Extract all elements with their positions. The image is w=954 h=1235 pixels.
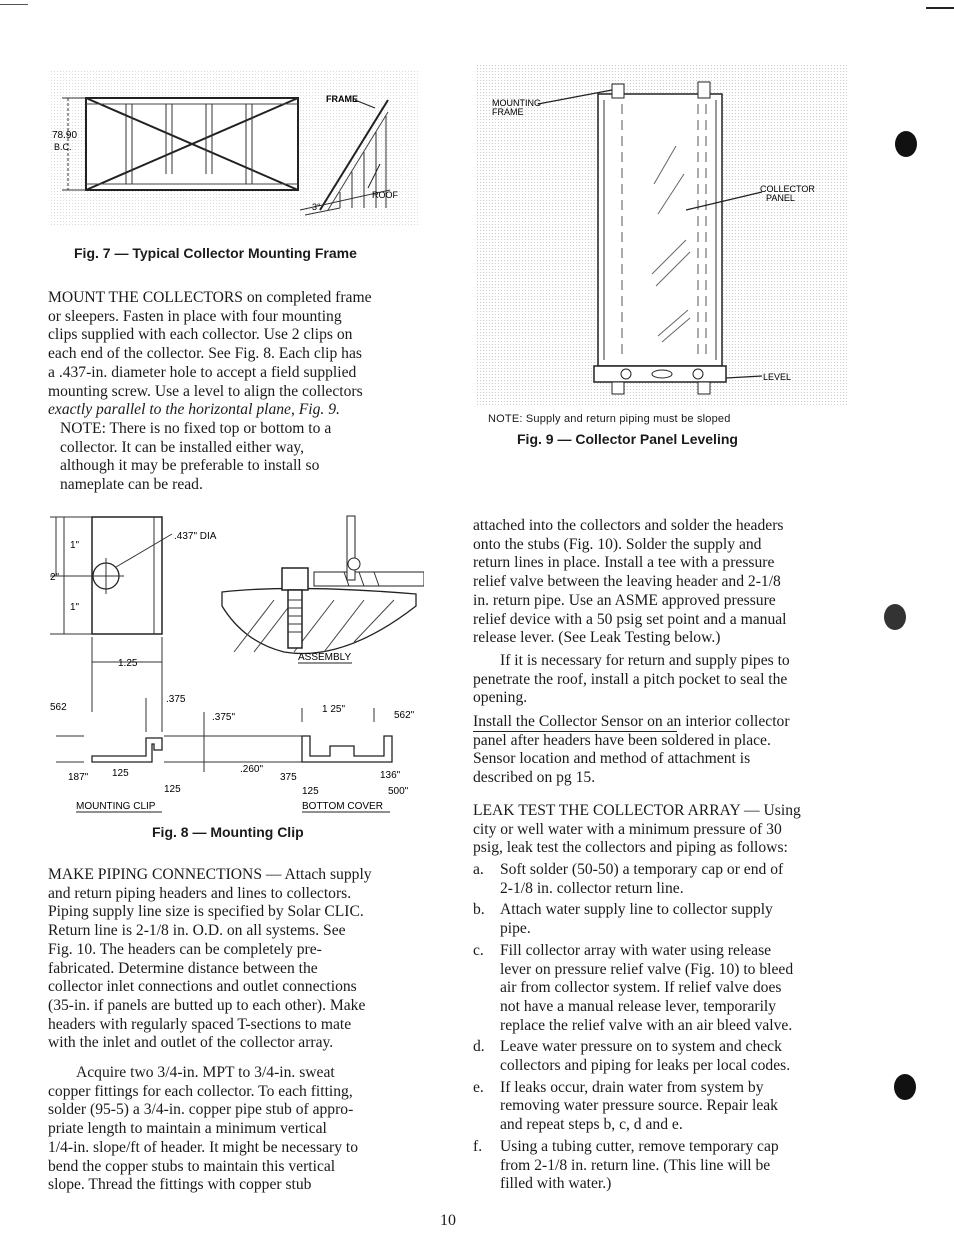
- fig9-caption: Fig. 9 — Collector Panel Leveling: [517, 431, 738, 447]
- ifnec-line: If it is necessary for return and supply pipes to: [500, 652, 790, 669]
- fig8-dim-2: 2": [50, 572, 60, 583]
- step-line: air from collector system. If relief valve does: [500, 979, 782, 997]
- fig8-bottom-cover-label: BOTTOM COVER: [302, 801, 383, 812]
- acquire-line: slope. Thread the fittings with copper stub: [48, 1176, 312, 1194]
- fig8-dim-500: 500": [388, 786, 409, 797]
- attached-line: attached into the collectors and solder the headers: [473, 517, 784, 534]
- acquire-line: copper fittings for each collector. To each fitting,: [48, 1082, 353, 1100]
- mount-line: clips supplied with each collector. Use 2 clips on: [48, 326, 353, 344]
- attached-line: relief device with a 50 psig set point and a manual: [473, 610, 787, 628]
- fig9-collector-label-2: PANEL: [766, 193, 795, 203]
- header-rule-left: [0, 4, 28, 5]
- step-label: d.: [473, 1038, 485, 1056]
- mount-line: a .437-in. diameter hole to accept a field supplied: [48, 363, 357, 381]
- step-line: filled with water.): [500, 1175, 612, 1193]
- step-e: [473, 1079, 850, 1135]
- step-line: replace the relief valve with an air bleed valve.: [500, 1016, 793, 1034]
- step-f: [473, 1138, 850, 1194]
- fig9-mounting-label-1: MOUNTING: [492, 98, 541, 108]
- fig8-dim-1a: 1": [70, 540, 80, 551]
- mount-line: MOUNT THE COLLECTORS on completed frame: [48, 289, 372, 306]
- note-line: NOTE: There is no fixed top or bottom to a: [60, 420, 332, 437]
- fig8-figure: [44, 512, 424, 817]
- step-label: c.: [473, 941, 484, 959]
- attached-line: in. return pipe. Use an ASME approved pressure: [473, 591, 776, 609]
- margin-dot-1: [895, 131, 917, 157]
- step-label: f.: [473, 1137, 483, 1155]
- step-line: Soft solder (50-50) a temporary cap or end of: [500, 861, 784, 878]
- step-line: Attach water supply line to collector supply: [500, 901, 773, 919]
- piping-line: Fig. 10. The headers can be completely pre-: [48, 940, 322, 958]
- fig9-note: NOTE: Supply and return piping must be sloped: [488, 413, 731, 425]
- fig8-dim-260: .260": [240, 764, 264, 775]
- ifnec-line: penetrate the roof, install a pitch pocket to seal the: [473, 670, 788, 688]
- note-line: collector. It can be installed either way,: [60, 438, 305, 456]
- fig8-dim-187: 187": [68, 772, 89, 783]
- step-label: a.: [473, 861, 484, 878]
- step-line: Leave water pressure on to system and check: [500, 1038, 782, 1056]
- fig8-dim-136: 136": [380, 770, 401, 781]
- fig8-dim-125: 1.25: [118, 658, 138, 669]
- fig9-figure: [476, 64, 848, 409]
- sensor-underline: [473, 731, 677, 732]
- mount-line: exactly parallel to the horizontal plane, Fig. 9.: [48, 401, 340, 419]
- leak-line: LEAK TEST THE COLLECTOR ARRAY — Using: [473, 802, 801, 819]
- step-line: 2-1/8 in. collector return line.: [500, 879, 684, 897]
- piping-line: MAKE PIPING CONNECTIONS — Attach supply: [48, 866, 372, 883]
- fig7-frame-label: FRAME: [326, 94, 358, 104]
- step-b: [473, 901, 850, 938]
- acquire-line: 1/4-in. slope/ft of header. It might be necessary to: [48, 1138, 359, 1156]
- fig8-dia-label: .437" DIA: [174, 531, 217, 542]
- piping-line: headers with regularly spaced T-sections to mate: [48, 1015, 352, 1033]
- step-line: removing water pressure source. Repair leak: [500, 1097, 778, 1115]
- sensor-line: Sensor location and method of attachment is: [473, 750, 751, 768]
- fig7-dim-top: 78.90: [52, 130, 78, 141]
- fig8-dim-1b: 1": [70, 602, 80, 613]
- note-line: although it may be preferable to install so: [60, 457, 320, 475]
- piping-line: Piping supply line size is specified by Solar CLIC.: [48, 903, 364, 921]
- piping-line: and return piping headers and lines to collectors.: [48, 884, 352, 902]
- leak-line: city or well water with a minimum pressure of 30: [473, 820, 782, 838]
- fig7-roof-label: ROOF: [372, 190, 398, 200]
- attached-line: relief valve between the leaving header and 2-1/8: [473, 573, 781, 591]
- fig7-dim-bottom: B.C.: [54, 142, 72, 152]
- attached-paragraph: [473, 517, 848, 648]
- fig8-assembly-label: ASSEMBLY: [298, 652, 352, 663]
- attached-line: onto the stubs (Fig. 10). Solder the supply and: [473, 535, 762, 553]
- ifnec-line: opening.: [473, 689, 528, 707]
- step-line: and repeat steps b, c, d and e.: [500, 1116, 683, 1134]
- piping-paragraph: [48, 866, 423, 1053]
- fig8-dim-375b: .375": [212, 712, 236, 723]
- acquire-paragraph: [48, 1064, 423, 1195]
- fig9-mounting-label-2: FRAME: [492, 107, 524, 117]
- fig7-caption: Fig. 7 — Typical Collector Mounting Frame: [74, 245, 357, 261]
- mount-line: mounting screw. Use a level to align the collectors: [48, 382, 363, 400]
- step-line: Fill collector array with water using release: [500, 941, 772, 959]
- if-necessary-paragraph: [473, 652, 848, 708]
- acquire-line: solder (95-5) a 3/4-in. copper pipe stub of appro-: [48, 1101, 354, 1119]
- leak-paragraph: [473, 802, 848, 858]
- piping-line: Return line is 2-1/8 in. O.D. on all systems. See: [48, 922, 346, 940]
- fig9-collector-label-1: COLLECTOR: [760, 184, 815, 194]
- fig8-dim-125e: 125: [302, 786, 319, 797]
- fig8-dim-125b: 1 25": [322, 704, 346, 715]
- step-line: from 2-1/8 in. return line. (This line will be: [500, 1156, 771, 1174]
- fig8-dim-562a: 562: [50, 702, 67, 713]
- fig7-figure: [50, 70, 420, 230]
- fig8-dim-562b: 562": [394, 710, 415, 721]
- sensor-line: panel after headers have been soldered in place.: [473, 731, 771, 749]
- fig8-caption: Fig. 8 — Mounting Clip: [152, 824, 304, 840]
- sensor-paragraph: [473, 713, 848, 788]
- step-a: [473, 861, 850, 898]
- fig8-mounting-clip-label: MOUNTING CLIP: [76, 801, 156, 812]
- mount-paragraph: [48, 289, 420, 420]
- acquire-line: bend the copper stubs to maintain this vertical: [48, 1157, 336, 1175]
- fig8-dim-375c: 375: [280, 772, 297, 783]
- acquire-line: priate length to maintain a minimum vertical: [48, 1120, 327, 1138]
- fig8-dim-375a: .375: [166, 694, 186, 705]
- step-line: Using a tubing cutter, remove temporary cap: [500, 1137, 779, 1155]
- step-label: e.: [473, 1078, 484, 1096]
- piping-line: (35-in. if panels are butted up to each other). Make: [48, 996, 366, 1014]
- fig8-dim-125d: 125: [164, 784, 181, 795]
- note-paragraph: [60, 420, 408, 495]
- step-line: collectors and piping for leaks per local codes.: [500, 1057, 791, 1075]
- note-line: nameplate can be read.: [60, 476, 203, 494]
- sensor-line: described on pg 15.: [473, 769, 596, 787]
- step-label: b.: [473, 901, 485, 919]
- attached-line: release lever. (See Leak Testing below.): [473, 629, 721, 647]
- step-line: If leaks occur, drain water from system by: [500, 1078, 764, 1096]
- step-line: not have a manual release lever, temporarily: [500, 997, 777, 1015]
- header-rule-right: [926, 7, 954, 9]
- step-line: lever on pressure relief valve (Fig. 10) to bleed: [500, 960, 794, 978]
- piping-line: fabricated. Determine distance between the: [48, 959, 318, 977]
- step-line: pipe.: [500, 920, 531, 938]
- fig9-level-label: LEVEL: [763, 372, 792, 382]
- margin-dot-3: [894, 1074, 916, 1100]
- mount-line: or sleepers. Fasten in place with four mounting: [48, 307, 342, 325]
- leak-steps: [473, 861, 850, 1194]
- acquire-line: Acquire two 3/4-in. MPT to 3/4-in. sweat: [76, 1064, 335, 1081]
- piping-line: with the inlet and outlet of the collector array.: [48, 1034, 334, 1052]
- page-number: 10: [440, 1212, 456, 1229]
- margin-dot-2: [884, 604, 906, 630]
- mount-line: each end of the collector. See Fig. 8. Each clip has: [48, 345, 362, 363]
- fig8-dim-125c: 125: [112, 768, 129, 779]
- attached-line: return lines in place. Install a tee with a pressure: [473, 554, 775, 572]
- step-c: [473, 942, 850, 1036]
- step-d: [473, 1038, 850, 1075]
- fig7-angle-label: 3°: [312, 202, 321, 212]
- piping-line: collector inlet connections and outlet connections: [48, 978, 357, 996]
- sensor-line: Install the Collector Sensor on an interior collector: [473, 713, 790, 730]
- leak-line: psig, leak test the collectors and piping as follows:: [473, 839, 788, 857]
